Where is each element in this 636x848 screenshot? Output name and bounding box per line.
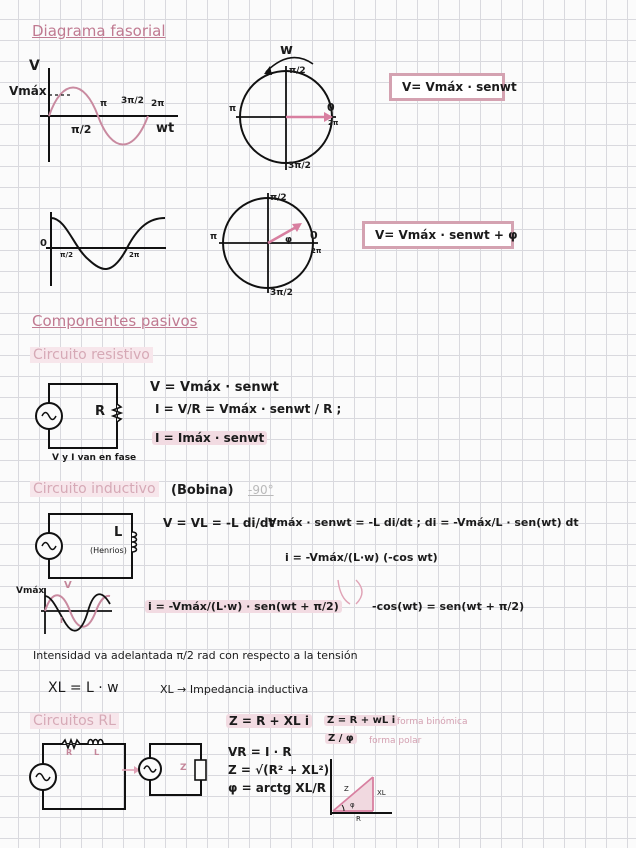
graph1-pi2-label: π/2 [71,123,92,136]
phasor2-right-label: 0 [310,229,318,242]
phasor2-vector [268,226,298,243]
graph2-pi2-label: π/2 [60,251,73,259]
formula-box-1: V= Vmáx · senwt [389,73,505,101]
phasor2-left-label: π [210,232,218,242]
inductive-line1: V = VL = -L di/dt [163,516,275,530]
inductive-i-label: I [60,616,63,625]
phasor1-bottom-label: 3π/2 [288,161,311,171]
subtitle-circuitos-rl: Circuitos RL [30,713,119,729]
phasor2-top-label: π/2 [270,193,287,203]
graph1-3pi2-label: 3π/2 [121,96,144,106]
triangle-xl-label: XL [377,789,386,797]
rl-eq1: Z = R + XL i [226,714,312,728]
inductive-line3: i = -Vmáx/(L·w) (-cos wt) [285,551,438,564]
bobina-label: (Bobina) [171,483,234,498]
inductive-wave-graph [41,588,112,634]
resistive-line3: I = Imáx · senwt [152,431,267,445]
inductive-line2: Vmáx · senwt = -L di/dt ; di = -Vmáx/L · sen(wt) dt [268,516,579,529]
subtitle-circuito-resistivo: Circuito resistivo [30,347,153,363]
title-componentes-pasivos: Componentes pasivos [32,312,198,330]
rl-circuit [30,740,125,810]
phasor1-left-label: π [229,104,237,114]
triangle-z-label: Z [344,785,349,793]
inductive-line4: i = -Vmáx/(L·w) · sen(wt + π/2) [145,600,342,613]
formula-box-2: V= Vmáx · senwt + φ [362,221,514,249]
graph1-v-label: V [29,58,40,74]
inductive-vmax-label: Vmáx [16,586,45,596]
rl-vr: VR = I · R [228,745,292,759]
graph1-pi-label: π [100,99,108,109]
graph1-vmax-label: Vmáx [9,84,47,98]
impedance-triangle [331,759,392,815]
resistive-circuit [36,384,121,448]
phasor1-right2-label: 2π [328,119,339,127]
phasor2-bottom-label: 3π/2 [270,288,293,298]
subtitle-circuito-inductivo: Circuito inductivo [30,481,159,497]
phasor1-w-label: w [280,42,293,58]
rl-eq2: Z / φ [325,733,357,744]
triangle-r-label: R [356,815,361,823]
graph1-wt-label: wt [156,121,175,136]
rl-eq1b: Z = R + wL i [324,715,398,726]
bobina-angle: -90° [248,483,274,497]
rl-equivalent-circuit [139,744,206,795]
inductive-statement: Intensidad va adelantada π/2 rad con respecto a la tensión [33,649,358,662]
rl-forma-polar: forma polar [369,736,422,746]
graph1-2pi-label: 2π [151,99,165,109]
triangle-phi-label: φ [350,801,355,809]
rl-forma-binomica: forma binómica [397,717,468,727]
inductive-arrow-2 [356,580,362,604]
resistive-note: V y I van en fase [52,453,137,463]
phasor2-right2-label: 2π [311,247,322,255]
rl-r-label: R [66,748,73,757]
graph2-cosine-wave [51,218,165,269]
graph1-axes [40,68,178,162]
phasor1-right-label: 0 [327,101,335,114]
resistive-r-label: R [95,404,106,419]
phasor1-top-label: π/2 [289,66,306,76]
resistive-line2: I = V/R = Vmáx · senwt / R ; [155,402,342,416]
rl-z-label: Z [180,763,187,773]
graph2-2pi-label: 2π [129,251,140,259]
rl-l-label: L [94,748,100,757]
xl-definition: XL → Impedancia inductiva [160,683,309,696]
inductive-henrios: (Henrios) [90,546,127,555]
inductive-line5: -cos(wt) = sen(wt + π/2) [372,600,525,613]
rl-zmod: Z = √(R² + XL²) [228,763,330,777]
graph2-zero-label: 0 [40,238,47,249]
rl-phi: φ = arctg XL/R [228,781,326,795]
resistive-line1: V = Vmáx · senwt [150,380,279,395]
title-diagrama-fasorial: Diagrama fasorial [32,22,166,40]
phasor2-phi-label: φ [285,235,293,245]
xl-formula: XL = L · w [48,680,119,696]
inductive-l-label: L [114,525,123,540]
inductive-v-label: V [64,580,72,591]
